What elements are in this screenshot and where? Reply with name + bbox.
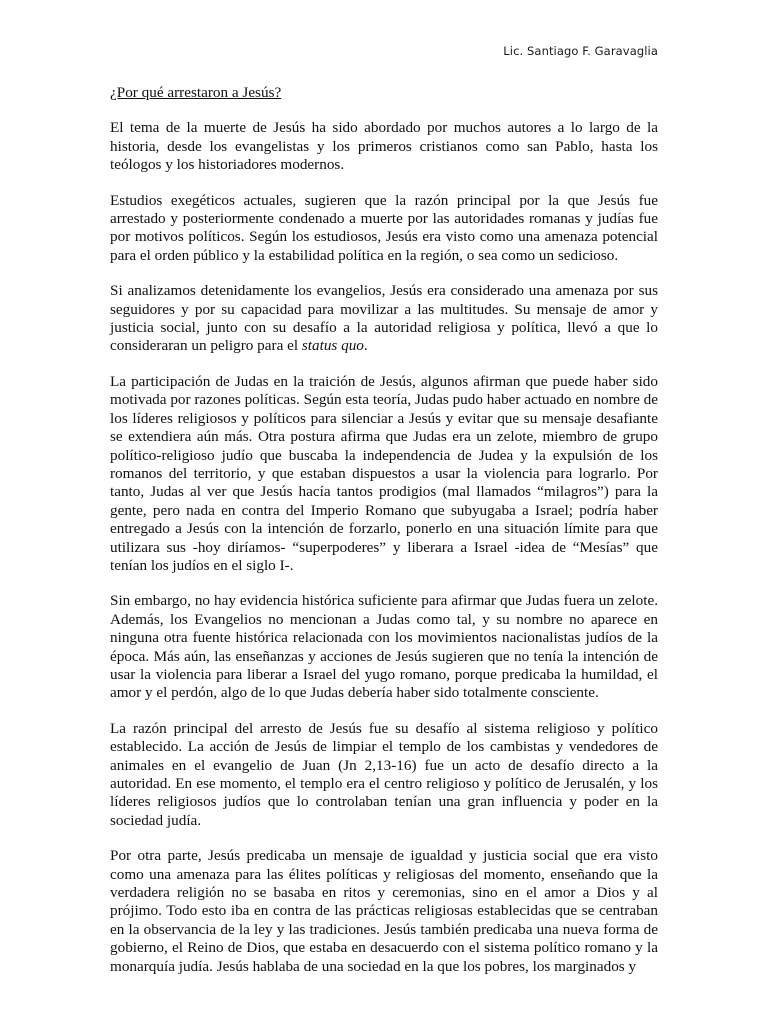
paragraph: El tema de la muerte de Jesús ha sido abordado por muchos autores a lo largo de la historia, desde los evangelistas y los primeros cristianos como san Pablo, hasta los teólogos y los historiadores modernos.: [110, 119, 658, 174]
paragraph: La participación de Judas en la traición de Jesús, algunos afirman que puede haber sido motivada por razones políticas. Según esta teoría, Judas pudo haber actuado en nombre de los líderes religiosos y políticos para silenciar a Jesús y evitar que su mensaje desafiante se extendiera aún más. Otra postura afirma que Judas era un zelote, miembro de grupo político-religioso judío que buscaba la independencia de Judea y la expulsión de los romanos del territorio, y que estaban dispuestos a usar la violencia para lograrlo. Por tanto, Judas al ver que Jesús hacía tantos prodigios (mal llamados “milagros”) para la gente, pero nada en contra del Imperio Romano que subyugaba a Israel; podría haber entregado a Jesús con la intención de forzarlo, ponerlo en una situación límite para que utilizara sus -hoy diríamos- “superpoderes” y liberara a Israel -idea de “Mesías” que tenían los judíos en el siglo I-.: [110, 372, 658, 574]
paragraph: Estudios exegéticos actuales, sugieren que la razón principal por la que Jesús fue arrestado y posteriormente condenado a muerte por las autoridades romanas y judías fue por motivos políticos. Según los estudiosos, Jesús era visto como una amenaza potencial para el orden público y la estabilidad política en la región, o sea como un sedicioso.: [110, 191, 658, 264]
paragraph: La razón principal del arresto de Jesús fue su desafío al sistema religioso y político establecido. La acción de Jesús de limpiar el templo de los cambistas y vendedores de animales en el evangelio de Juan (Jn 2,13-16) fue un acto de desafío directo a la autoridad. En ese momento, el templo era el centro religioso y político de Jerusalén, y los líderes religiosos judíos que lo controlaban tenían una gran influencia y poder en la sociedad judía.: [110, 719, 658, 829]
paragraph: Por otra parte, Jesús predicaba un mensaje de igualdad y justicia social que era visto como una amenaza para las élites políticas y religiosas del momento, enseñando que la verdadera religión no se basaba en ritos y ceremonias, sino en el amor a Dios y al prójimo. Todo esto iba en contra de las prácticas religiosas establecidas que se centraban en la observancia de la ley y las tradiciones. Jesús también predicaba una nueva forma de gobierno, el Reino de Dios, que estaba en desacuerdo con el sistema político romano y la monarquía judía. Jesús hablaba de una sociedad en la que los pobres, los marginados y: [110, 847, 658, 975]
paragraph: Si analizamos detenidamente los evangelios, Jesús era considerado una amenaza por sus seguidores y por su capacidad para movilizar a las multitudes. Su mensaje de amor y justicia social, junto con su desafío a la autoridad religiosa y política, llevó a que lo consideraran un peligro para el status quo.: [110, 282, 658, 355]
document-body: [110, 84, 658, 993]
paragraph: Sin embargo, no hay evidencia histórica suficiente para afirmar que Judas fuera un zelote. Además, los Evangelios no mencionan a Judas como tal, y su nombre no aparece en ninguna otra fuente histórica relacionada con los movimientos nacionalistas judíos de la época. Más aún, las enseñanzas y acciones de Jesús sugieren que no tenía la intención de usar la violencia para liberar a Israel del yugo romano, porque predicaba la humildad, el amor y el perdón, algo de lo que Judas debería haber sido totalmente consciente.: [110, 592, 658, 702]
author-header: Lic. Santiago F. Garavaglia: [503, 44, 658, 58]
italic-phrase: status quo: [301, 337, 364, 355]
document-title: ¿Por qué arrestaron a Jesús?: [110, 84, 282, 101]
